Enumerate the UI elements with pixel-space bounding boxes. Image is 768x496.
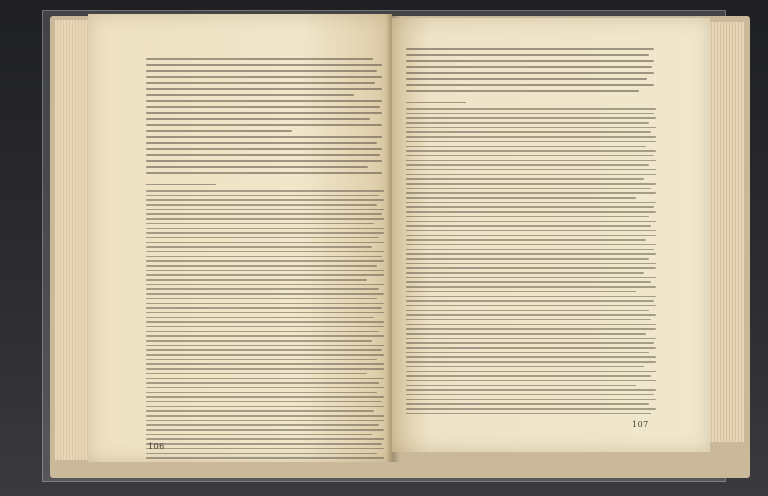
- footnote-rule-right: [406, 102, 466, 103]
- right-footnotes: [406, 108, 656, 417]
- text-line: [146, 345, 384, 347]
- text-line: [146, 443, 382, 445]
- text-line: [406, 221, 656, 223]
- text-line: [406, 66, 652, 68]
- text-line: [406, 202, 656, 204]
- text-line: [406, 206, 654, 208]
- text-line: [406, 380, 656, 382]
- text-line: [406, 258, 649, 260]
- text-line: [146, 172, 382, 174]
- text-line: [406, 277, 656, 279]
- text-line: [146, 232, 384, 234]
- text-line: [406, 371, 656, 373]
- text-line: [406, 230, 656, 232]
- text-line: [406, 197, 636, 199]
- text-line: [406, 164, 649, 166]
- text-line: [146, 190, 384, 192]
- right-page: [392, 18, 710, 452]
- text-line: [146, 112, 382, 114]
- text-line: [406, 84, 654, 86]
- right-page-number: 107: [632, 420, 649, 429]
- text-line: [146, 368, 384, 370]
- text-line: [146, 424, 379, 426]
- text-line: [146, 76, 382, 78]
- text-line: [406, 413, 651, 415]
- text-line: [146, 457, 384, 459]
- text-line: [146, 213, 382, 215]
- text-line: [406, 216, 649, 218]
- text-line: [146, 284, 384, 286]
- text-line: [146, 160, 382, 162]
- text-line: [146, 303, 384, 305]
- text-line: [406, 131, 651, 133]
- text-line: [146, 195, 379, 197]
- text-line: [146, 326, 384, 328]
- text-line: [406, 389, 656, 391]
- text-line: [406, 174, 656, 176]
- text-line: [146, 406, 384, 408]
- text-line: [146, 340, 372, 342]
- text-line: [406, 385, 636, 387]
- text-line: [406, 338, 656, 340]
- text-line: [406, 113, 654, 115]
- text-line: [406, 54, 649, 56]
- text-line: [406, 48, 654, 50]
- text-line: [146, 359, 377, 361]
- text-line: [406, 183, 656, 185]
- text-line: [406, 403, 649, 405]
- text-line: [406, 399, 656, 401]
- text-line: [406, 361, 656, 363]
- text-line: [406, 300, 654, 302]
- text-line: [146, 392, 377, 394]
- text-line: [146, 448, 384, 450]
- text-line: [146, 420, 384, 422]
- text-line: [406, 225, 651, 227]
- text-line: [146, 100, 382, 102]
- text-line: [406, 394, 654, 396]
- text-line: [146, 58, 373, 60]
- text-line: [146, 274, 384, 276]
- text-line: [406, 328, 656, 330]
- text-line: [406, 291, 636, 293]
- text-line: [406, 356, 656, 358]
- text-line: [146, 453, 377, 455]
- text-line: [146, 401, 382, 403]
- text-line: [146, 242, 384, 244]
- footnote-rule: [146, 184, 216, 185]
- text-line: [146, 256, 382, 258]
- text-line: [146, 166, 368, 168]
- text-line: [146, 396, 384, 398]
- text-line: [406, 366, 644, 368]
- text-line: [146, 298, 377, 300]
- text-line: [146, 124, 382, 126]
- text-line: [406, 408, 656, 410]
- text-line: [146, 204, 377, 206]
- text-line: [146, 223, 374, 225]
- text-line: [406, 305, 656, 307]
- text-line: [406, 267, 656, 269]
- text-line: [406, 160, 656, 162]
- text-line: [146, 260, 384, 262]
- text-line: [406, 272, 644, 274]
- text-line: [146, 331, 379, 333]
- text-line: [146, 363, 384, 365]
- text-line: [146, 415, 384, 417]
- text-line: [406, 72, 654, 74]
- text-line: [406, 78, 647, 80]
- text-line: [406, 235, 656, 237]
- text-line: [146, 349, 382, 351]
- text-line: [146, 199, 384, 201]
- text-line: [146, 335, 384, 337]
- text-line: [406, 342, 654, 344]
- text-line: [146, 246, 372, 248]
- text-line: [146, 410, 374, 412]
- text-line: [146, 373, 367, 375]
- text-line: [146, 293, 384, 295]
- text-line: [146, 136, 382, 138]
- text-line: [146, 82, 375, 84]
- text-line: [406, 324, 656, 326]
- text-line: [406, 249, 654, 251]
- text-line: [406, 108, 656, 110]
- text-line: [146, 64, 382, 66]
- text-line: [406, 333, 646, 335]
- text-line: [146, 312, 384, 314]
- text-line: [406, 263, 656, 265]
- text-line: [406, 169, 656, 171]
- text-line: [146, 228, 384, 230]
- text-line: [406, 310, 649, 312]
- text-line: [406, 286, 656, 288]
- text-line: [406, 146, 646, 148]
- text-line: [146, 438, 384, 440]
- text-line: [146, 288, 379, 290]
- text-line: [146, 429, 384, 431]
- text-line: [146, 270, 384, 272]
- text-line: [146, 237, 379, 239]
- text-line: [146, 130, 292, 132]
- text-line: [146, 378, 384, 380]
- text-line: [146, 279, 367, 281]
- left-main-text: [146, 58, 382, 178]
- text-line: [406, 150, 656, 152]
- text-line: [406, 117, 656, 119]
- left-page-number: 106: [148, 442, 165, 451]
- text-line: [146, 387, 384, 389]
- text-line: [406, 244, 656, 246]
- right-main-text: [406, 48, 654, 96]
- text-line: [406, 253, 656, 255]
- text-line: [406, 296, 656, 298]
- text-line: [146, 154, 380, 156]
- text-line: [146, 251, 384, 253]
- text-line: [406, 141, 656, 143]
- text-line: [146, 382, 379, 384]
- text-line: [406, 136, 656, 138]
- text-line: [146, 118, 370, 120]
- text-line: [146, 148, 382, 150]
- text-line: [406, 127, 656, 129]
- text-line: [146, 94, 354, 96]
- text-line: [406, 319, 651, 321]
- text-line: [146, 265, 377, 267]
- text-line: [406, 155, 654, 157]
- text-line: [146, 142, 377, 144]
- text-line: [406, 281, 651, 283]
- left-page: [88, 14, 392, 462]
- left-footnotes: [146, 190, 384, 462]
- text-line: [406, 211, 656, 213]
- text-line: [406, 122, 649, 124]
- text-line: [146, 88, 382, 90]
- text-line: [406, 188, 651, 190]
- text-line: [406, 352, 649, 354]
- text-line: [406, 90, 639, 92]
- text-line: [146, 209, 384, 211]
- text-line: [146, 434, 372, 436]
- text-line: [146, 321, 384, 323]
- text-line: [146, 307, 382, 309]
- text-line: [146, 317, 374, 319]
- text-line: [146, 70, 377, 72]
- text-line: [406, 239, 646, 241]
- text-line: [406, 347, 656, 349]
- text-line: [146, 218, 384, 220]
- text-line: [406, 60, 654, 62]
- text-line: [406, 375, 651, 377]
- text-line: [146, 354, 384, 356]
- text-line: [406, 192, 656, 194]
- text-line: [146, 106, 380, 108]
- text-line: [406, 314, 656, 316]
- text-line: [406, 178, 644, 180]
